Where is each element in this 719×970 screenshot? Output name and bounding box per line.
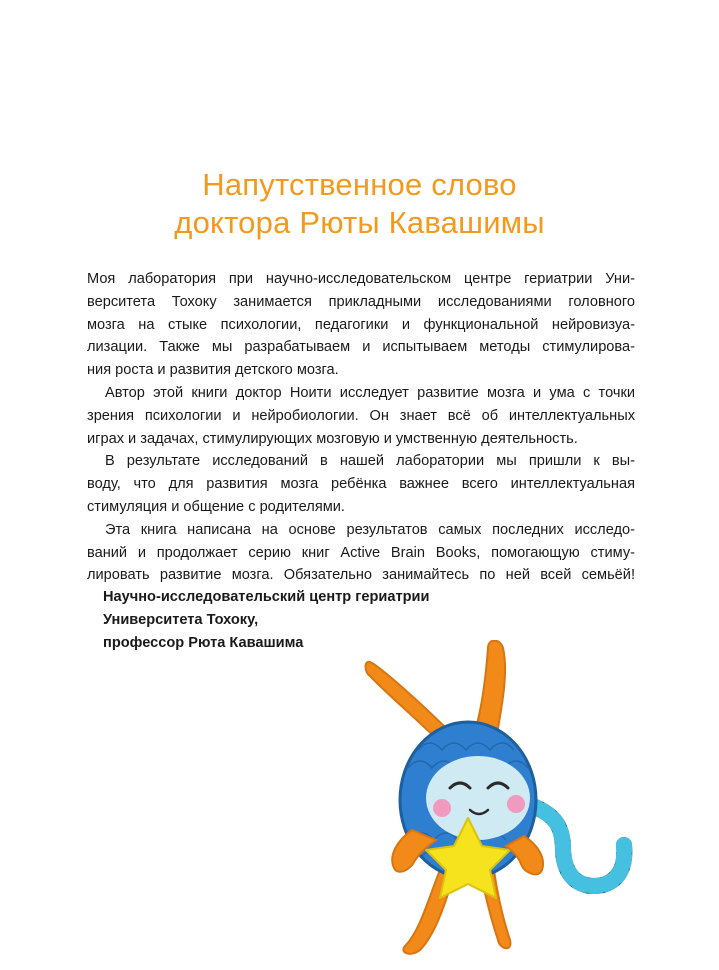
text-line: ваний и продолжает серию книг Active Brain Books, помогающую стиму- <box>87 544 635 561</box>
text-line: зрения психологии и нейробиологии. Он знает всё об интеллектуальных <box>87 407 635 424</box>
signature-line-2: Университета Тохоку, <box>103 611 259 628</box>
text-line: мозга на стыке психологии, педагогики и функциональной нейровизуа- <box>87 316 635 333</box>
text-line: стимуляция и общение с родителями. <box>87 498 345 515</box>
text-line: Эта книга написана на основе результатов самых последних исследо- <box>105 521 635 538</box>
text-line: воду, что для развития мозга ребёнка важнее всего интеллектуальная <box>87 476 635 493</box>
text-line: играх и задачах, стимулирующих мозговую и умственную деятельность. <box>87 430 578 447</box>
title-line-2: доктора Рюты Кавашимы <box>174 205 545 240</box>
signature-line-3: профессор Рюта Кавашима <box>103 634 304 651</box>
page-title <box>0 166 719 242</box>
text-line: ния роста и развития детского мозга. <box>87 362 339 379</box>
mascot-character-icon <box>358 640 678 970</box>
text-line: лизации. Также мы разрабатываем и испытываем методы стимулирова- <box>87 339 635 356</box>
text-line: Автор этой книги доктор Ноити исследует развитие мозга и ума с точки <box>105 384 635 401</box>
title-line-1: Напутственное слово <box>202 167 517 202</box>
text-line: верситета Тохоку занимается прикладными исследованиями головного <box>87 293 635 310</box>
text-line: Моя лаборатория при научно-исследовательском центре гериатрии Уни- <box>87 271 635 287</box>
signature-line-1: Научно-исследовательский центр гериатрии <box>103 589 430 605</box>
text-line: лировать развитие мозга. Обязательно занимайтесь по ней всей семьёй! <box>87 567 635 584</box>
right-ear <box>476 641 505 729</box>
foreword-text <box>87 268 635 587</box>
text-line: В результате исследований в нашей лаборатории мы пришли к вы- <box>105 453 635 470</box>
